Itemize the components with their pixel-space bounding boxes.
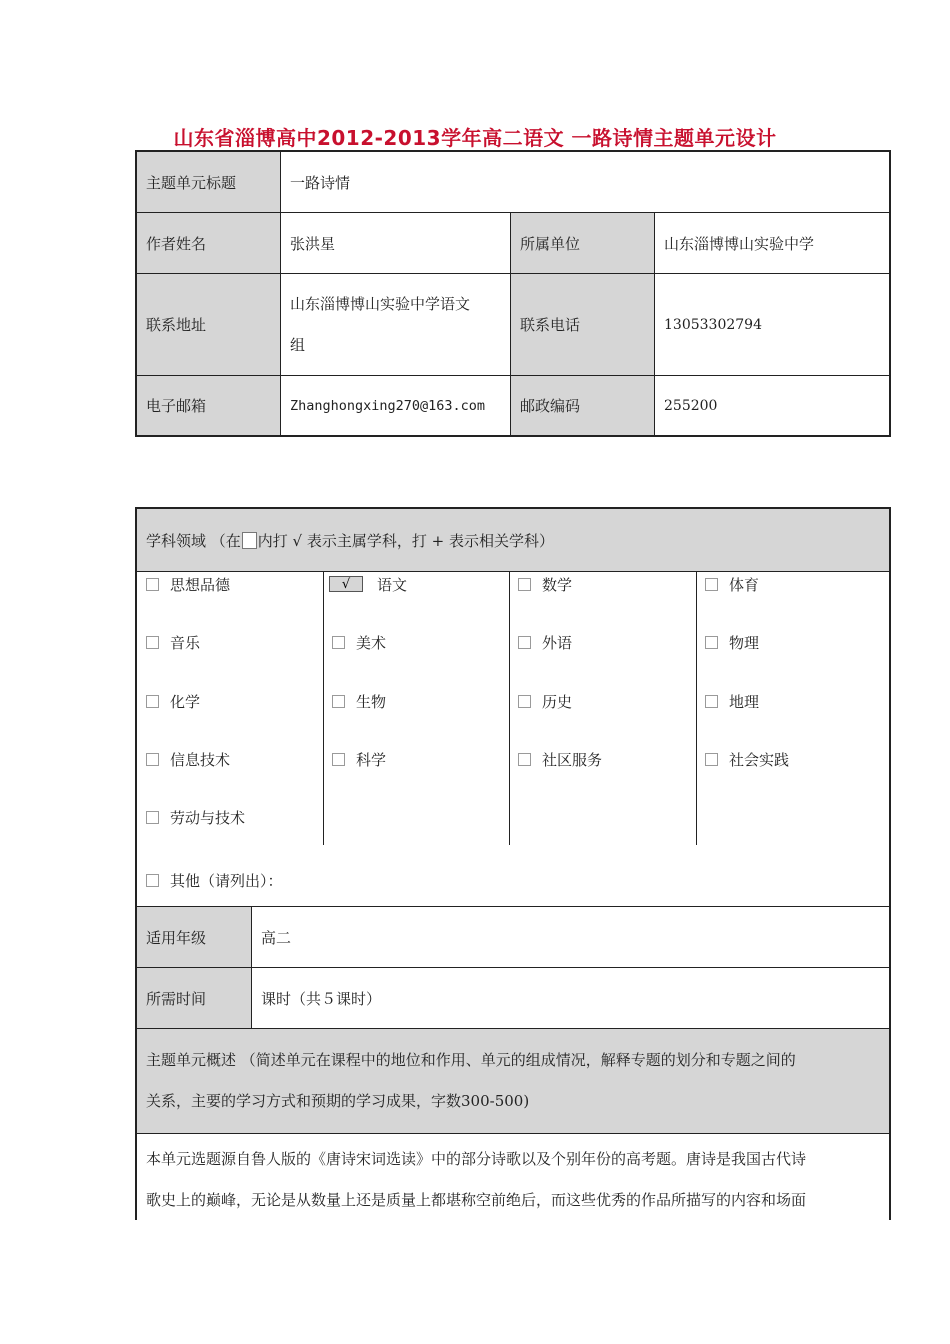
subject-option-label: 信息技术 bbox=[170, 750, 231, 769]
subject-option[interactable] bbox=[705, 573, 759, 595]
checked-checkbox-icon[interactable] bbox=[329, 576, 363, 592]
subject-option[interactable] bbox=[705, 748, 789, 770]
postcode-label: 邮政编码 bbox=[511, 376, 654, 435]
subject-option-label: 地理 bbox=[729, 692, 760, 711]
author-label: 作者姓名 bbox=[137, 213, 280, 273]
subject-option[interactable] bbox=[332, 690, 386, 712]
checkbox-icon[interactable] bbox=[332, 695, 345, 708]
row-divider bbox=[137, 375, 889, 376]
checkbox-icon[interactable] bbox=[518, 636, 531, 649]
unit-design-table bbox=[135, 507, 891, 1220]
subject-option-label: 美术 bbox=[356, 633, 387, 652]
time-label: 所需时间 bbox=[137, 968, 251, 1028]
subject-option-label: 科学 bbox=[356, 750, 387, 769]
subject-option-label: 历史 bbox=[542, 692, 573, 711]
grade-label: 适用年级 bbox=[137, 907, 251, 967]
subject-other-label: 其他（请列出）： bbox=[170, 871, 283, 890]
checkbox-icon[interactable] bbox=[705, 636, 718, 649]
document-title: 山东省淄博高中2012-2013学年高二语文 一路诗情主题单元设计 bbox=[173, 126, 777, 150]
subject-option[interactable] bbox=[705, 690, 759, 712]
subject-option-label: 劳动与技术 bbox=[170, 808, 246, 827]
phone-value: 13053302794 bbox=[664, 316, 762, 333]
subject-option[interactable] bbox=[146, 690, 200, 712]
subject-option[interactable] bbox=[146, 806, 245, 828]
overview-header-line-1: 主题单元概述 （简述单元在课程中的地位和作用、单元的组成情况，解释专题的划分和专题之间的 bbox=[146, 1051, 796, 1069]
subject-option-label: 数学 bbox=[542, 575, 573, 594]
col-divider bbox=[654, 213, 655, 435]
subject-option[interactable] bbox=[146, 573, 230, 595]
subject-option[interactable] bbox=[518, 690, 572, 712]
address-line-1: 山东淄博博山实验中学语文 bbox=[290, 294, 471, 313]
subject-option-label: 生物 bbox=[356, 692, 387, 711]
checkbox-icon[interactable] bbox=[705, 578, 718, 591]
row-divider bbox=[137, 273, 889, 274]
checkbox-icon[interactable] bbox=[705, 753, 718, 766]
legend-box bbox=[242, 532, 257, 549]
subject-option-label: 音乐 bbox=[170, 633, 201, 652]
checkbox-icon[interactable] bbox=[146, 636, 159, 649]
checkbox-icon[interactable] bbox=[518, 695, 531, 708]
subject-option-label: 语文 bbox=[377, 575, 408, 594]
checkbox-icon[interactable] bbox=[146, 578, 159, 591]
subject-option-label: 外语 bbox=[542, 633, 573, 652]
postcode-value: 255200 bbox=[664, 397, 718, 414]
subject-header-prefix: 学科领域 （在 bbox=[146, 531, 241, 550]
col-divider bbox=[251, 907, 252, 1028]
check-mark-icon: √ bbox=[341, 576, 351, 592]
checkbox-icon[interactable] bbox=[518, 753, 531, 766]
org-label: 所属单位 bbox=[511, 213, 654, 273]
subject-option[interactable] bbox=[146, 631, 200, 653]
subject-option[interactable] bbox=[518, 573, 572, 595]
subject-option-label: 社区服务 bbox=[542, 750, 603, 769]
org-value: 山东淄博博山实验中学 bbox=[664, 234, 815, 253]
subject-option[interactable] bbox=[705, 631, 759, 653]
subject-header-suffix: 内打 √ 表示主属学科，打 + 表示相关学科） bbox=[257, 531, 554, 550]
col-divider bbox=[509, 572, 510, 845]
subject-option-label: 体育 bbox=[729, 575, 760, 594]
checkbox-icon[interactable] bbox=[146, 753, 159, 766]
checkbox-icon[interactable] bbox=[146, 695, 159, 708]
subject-option[interactable] bbox=[332, 631, 386, 653]
subject-option-label: 社会实践 bbox=[729, 750, 790, 769]
checkbox-icon[interactable] bbox=[146, 811, 159, 824]
row-divider bbox=[137, 571, 889, 572]
address-label: 联系地址 bbox=[137, 274, 280, 375]
author-value: 张洪星 bbox=[290, 234, 336, 253]
grade-value: 高二 bbox=[261, 928, 292, 947]
subject-option-label: 化学 bbox=[170, 692, 201, 711]
checkbox-icon[interactable] bbox=[705, 695, 718, 708]
subject-option[interactable] bbox=[329, 573, 407, 595]
col-divider bbox=[696, 572, 697, 845]
subject-option-label: 思想品德 bbox=[170, 575, 231, 594]
row-divider bbox=[137, 212, 889, 213]
overview-body-line-1: 本单元选题源自鲁人版的《唐诗宋词选读》中的部分诗歌以及个别年份的高考题。唐诗是我国古代诗 bbox=[146, 1150, 807, 1168]
author-info-table bbox=[135, 150, 891, 437]
email-label: 电子邮箱 bbox=[137, 376, 280, 435]
address-value bbox=[281, 274, 510, 375]
unit-title-value: 一路诗情 bbox=[290, 173, 351, 192]
overview-header-line-2: 关系，主要的学习方式和预期的学习成果，字数300-500) bbox=[146, 1092, 530, 1110]
subject-option[interactable] bbox=[518, 748, 602, 770]
time-value: 课时（共５课时） bbox=[261, 989, 382, 1008]
address-line-2: 组 bbox=[290, 335, 306, 354]
subject-area-header bbox=[137, 509, 889, 571]
checkbox-icon[interactable] bbox=[518, 578, 531, 591]
unit-title-label: 主题单元标题 bbox=[137, 152, 280, 212]
col-divider bbox=[323, 572, 324, 845]
subject-other[interactable] bbox=[146, 869, 283, 891]
col-divider bbox=[280, 152, 281, 435]
checkbox-icon[interactable] bbox=[332, 636, 345, 649]
subject-option[interactable] bbox=[518, 631, 572, 653]
subject-option[interactable] bbox=[146, 748, 230, 770]
checkbox-icon[interactable] bbox=[146, 874, 159, 887]
subject-option-label: 物理 bbox=[729, 633, 760, 652]
subject-option[interactable] bbox=[332, 748, 386, 770]
overview-body-line-2: 歌史上的巅峰，无论是从数量上还是质量上都堪称空前绝后，而这些优秀的作品所描写的内容和场面 bbox=[146, 1191, 807, 1209]
row-divider bbox=[137, 1133, 889, 1134]
col-divider bbox=[510, 213, 511, 435]
email-value: Zhanghongxing270@163.com bbox=[290, 397, 486, 414]
checkbox-icon[interactable] bbox=[332, 753, 345, 766]
phone-label: 联系电话 bbox=[511, 274, 654, 375]
overview-header bbox=[137, 1029, 889, 1133]
